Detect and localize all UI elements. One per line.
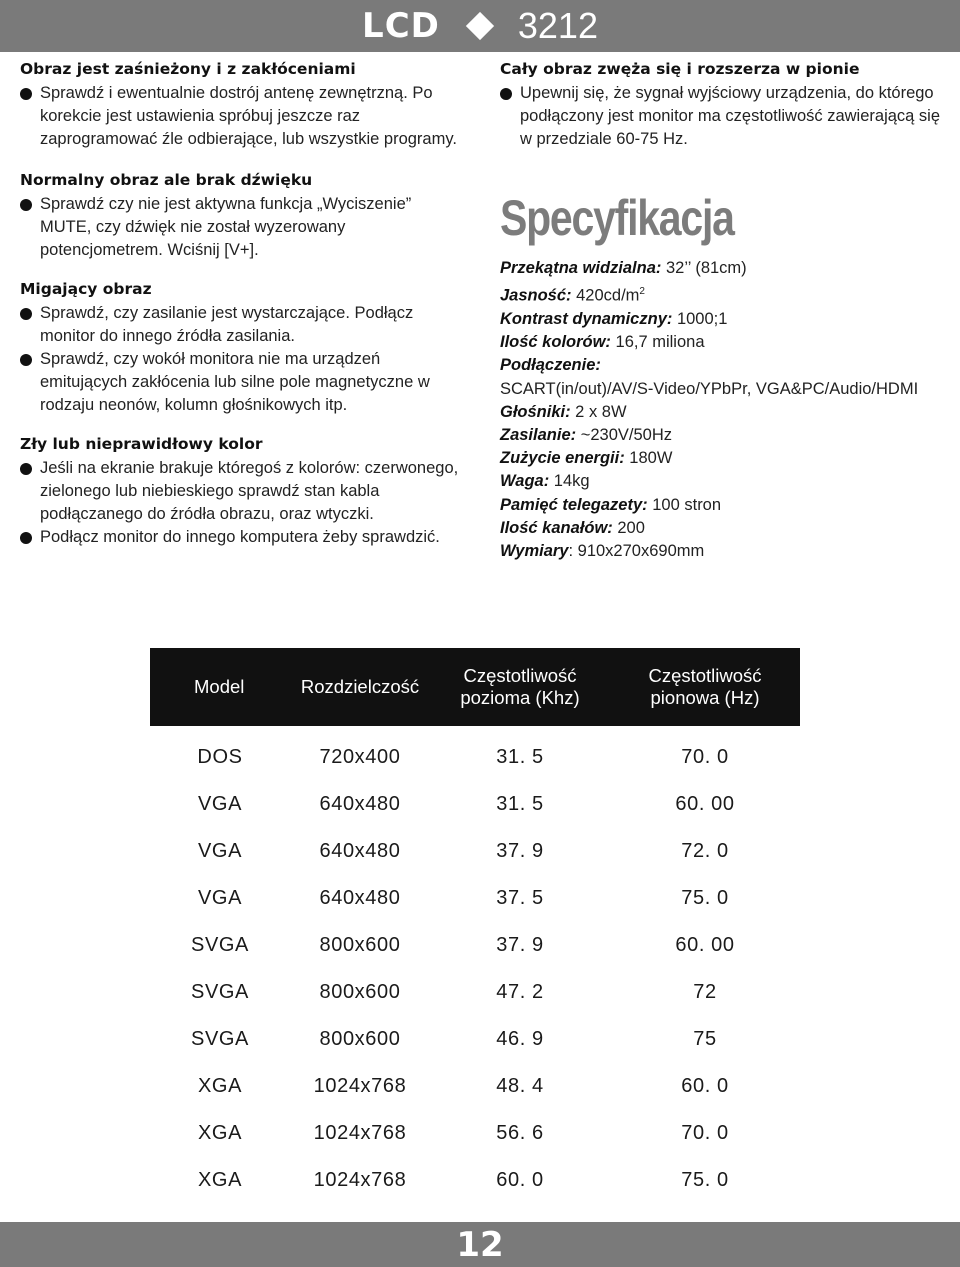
cell-model: SVGA <box>191 1028 249 1050</box>
cell-model: VGA <box>197 793 243 815</box>
section-title: Cały obraz zwęża się i rozszerza w pionie <box>500 60 860 78</box>
bullet-text: Sprawdź, czy zasilanie jest wystarczające. Podłącz monitor do innego źródła zasilania. <box>40 304 414 345</box>
header-brand: LCD <box>362 6 440 46</box>
cell-hfreq: 31. 5 <box>496 793 544 815</box>
bullet-icon <box>20 532 32 544</box>
cell-resolution: 640x480 <box>319 793 401 815</box>
cell-hfreq: 46. 9 <box>496 1028 544 1050</box>
spec-key: Zużycie energii: <box>500 449 625 468</box>
cell-model: XGA <box>197 1122 243 1144</box>
section-title: Normalny obraz ale brak dźwięku <box>20 171 313 189</box>
spec-row <box>500 424 955 447</box>
page-footer <box>0 1222 960 1267</box>
bullet-icon <box>20 88 32 100</box>
table-row <box>150 1157 800 1204</box>
bullet-item <box>20 526 465 549</box>
spec-value: 16,7 miliona <box>610 333 705 352</box>
cell-model: DOS <box>197 746 243 768</box>
cell-resolution: 1024x768 <box>313 1075 407 1097</box>
spec-value: 14kg <box>549 472 590 491</box>
cell-resolution: 1024x768 <box>313 1169 407 1191</box>
table-row <box>150 1110 800 1157</box>
bullet-text: Sprawdź i ewentualnie dostrój antenę zewnętrzną. Po korekcie jest ustawienia spróbuj jeszcze raz zaprogramować źle odbierające, lub wszystkie programy. <box>40 84 457 148</box>
cell-resolution: 720x400 <box>319 746 401 768</box>
cell-vfreq: 70. 0 <box>681 1122 729 1144</box>
spec-row <box>500 470 955 493</box>
section-title: Migający obraz <box>20 280 152 298</box>
bullet-text: Sprawdź, czy wokół monitora nie ma urządzeń emitujących zakłócenia lub silne pole magnetyczne w rodzaju neonów, kolumn głośnikowych itp. <box>40 350 430 414</box>
spec-key: Przekątna widzialna: <box>500 259 662 277</box>
cell-hfreq: 37. 5 <box>496 887 544 909</box>
section-title: Zły lub nieprawidłowy kolor <box>20 435 263 453</box>
bullet-text: Upewnij się, że sygnał wyjściowy urządzenia, do którego podłączony jest monitor ma częstotliwość zawierającą się w przedziale 60-75 Hz. <box>520 84 941 148</box>
spec-value: 100 stron <box>647 495 722 514</box>
page-header <box>0 0 960 52</box>
cell-vfreq: 75 <box>693 1028 717 1050</box>
spec-row <box>500 494 955 517</box>
spec-key: Pamięć telegazety: <box>500 495 648 514</box>
left-column <box>20 60 465 549</box>
spec-key: Wymiary <box>500 541 569 560</box>
spec-key: Ilość kanałów: <box>500 518 613 537</box>
cell-vfreq: 60. 0 <box>681 1075 729 1097</box>
bullet-icon <box>20 463 32 475</box>
spec-row <box>500 540 955 563</box>
spec-value: ~230V/50Hz <box>576 425 672 444</box>
cell-vfreq: 70. 0 <box>681 746 729 768</box>
spec-row <box>500 447 955 470</box>
cell-resolution: 1024x768 <box>313 1122 407 1144</box>
table-row <box>150 734 800 781</box>
spec-row <box>500 517 955 540</box>
spec-row <box>500 257 955 280</box>
cell-model: XGA <box>197 1075 243 1097</box>
spec-value: 200 <box>612 518 645 537</box>
cell-hfreq: 47. 2 <box>496 981 544 1003</box>
bullet-item <box>20 348 465 417</box>
bullet-icon <box>500 88 512 100</box>
spec-superscript: 2 <box>639 286 645 298</box>
table-row <box>150 781 800 828</box>
cell-model: VGA <box>197 887 243 909</box>
cell-model: VGA <box>197 840 243 862</box>
bullet-text: Jeśli na ekranie brakuje któregoś z kolorów: czerwonego, zielonego lub niebieskiego sprawdź stan kabla podłączanego do źródła obrazu, oraz wtyczki. <box>40 459 459 523</box>
cell-model: SVGA <box>191 934 249 956</box>
spec-key: Ilość kolorów: <box>500 333 611 352</box>
bullet-icon <box>20 354 32 366</box>
bullet-item <box>20 457 465 526</box>
bullet-item <box>500 82 955 151</box>
spec-row <box>500 280 955 308</box>
spec-row <box>500 308 955 331</box>
spec-value: SCART(in/out)/AV/S-Video/YPbPr, VGA&PC/Audio/HDMI <box>500 379 919 398</box>
bullet-text: Sprawdź czy nie jest aktywna funkcja „Wyciszenie” MUTE, czy dźwięk nie został wyzerowany potencjometrem. Wciśnij [V+]. <box>40 195 412 259</box>
cell-model: XGA <box>197 1169 243 1191</box>
cell-hfreq: 60. 0 <box>496 1169 544 1191</box>
cell-resolution: 640x480 <box>319 840 401 862</box>
spec-list <box>500 257 955 563</box>
spec-row <box>500 378 955 401</box>
table-row <box>150 875 800 922</box>
spec-value: 2 x 8W <box>570 402 627 421</box>
cell-resolution: 640x480 <box>319 887 401 909</box>
cell-vfreq: 75. 0 <box>681 887 729 909</box>
spec-value: 420cd/m <box>571 286 640 305</box>
cell-model: SVGA <box>191 981 249 1003</box>
spec-value: 32’’ (81cm) <box>661 259 747 277</box>
bullet-item <box>20 82 465 151</box>
page-number: 12 <box>456 1224 504 1265</box>
diamond-icon <box>466 12 494 40</box>
spec-row <box>500 331 955 354</box>
spec-key: Podłączenie: <box>500 356 601 375</box>
section-title: Obraz jest zaśnieżony i z zakłóceniami <box>20 60 356 78</box>
right-column <box>500 60 955 563</box>
resolution-table <box>150 648 800 1204</box>
spec-key: Waga: <box>500 472 550 491</box>
header-hfreq: Częstotliwość pozioma (Khz) <box>460 665 580 708</box>
bullet-item <box>20 193 465 262</box>
cell-vfreq: 75. 0 <box>681 1169 729 1191</box>
spec-value: 180W <box>624 449 673 468</box>
spec-row <box>500 401 955 424</box>
bullet-icon <box>20 308 32 320</box>
table-row <box>150 969 800 1016</box>
cell-hfreq: 56. 6 <box>496 1122 544 1144</box>
cell-hfreq: 48. 4 <box>496 1075 544 1097</box>
table-row <box>150 1063 800 1110</box>
header-resolution: Rozdzielczość <box>300 676 420 697</box>
table-body <box>150 734 800 1204</box>
spec-value: 1000;1 <box>672 309 728 328</box>
cell-hfreq: 31. 5 <box>496 746 544 768</box>
table-header <box>150 648 800 726</box>
spec-value: : 910x270x690mm <box>568 541 705 560</box>
header-model: 3212 <box>517 5 598 46</box>
cell-hfreq: 37. 9 <box>496 840 544 862</box>
table-row <box>150 1016 800 1063</box>
header-vfreq: Częstotliwość pionowa (Hz) <box>648 665 762 708</box>
cell-resolution: 800x600 <box>319 981 401 1003</box>
spec-key: Zasilanie: <box>500 425 577 444</box>
spec-title: Specyfikacja <box>500 190 734 246</box>
cell-vfreq: 60. 00 <box>675 934 735 956</box>
spec-key: Głośniki: <box>500 402 571 421</box>
spec-key: Kontrast dynamiczny: <box>500 309 673 328</box>
table-row <box>150 922 800 969</box>
spec-key: Jasność: <box>500 286 572 305</box>
table-row <box>150 828 800 875</box>
cell-vfreq: 60. 00 <box>675 793 735 815</box>
header-model: Model <box>194 676 245 697</box>
spec-row <box>500 354 955 377</box>
bullet-text: Podłącz monitor do innego komputera żeby sprawdzić. <box>40 528 440 546</box>
cell-hfreq: 37. 9 <box>496 934 544 956</box>
bullet-icon <box>20 199 32 211</box>
bullet-item <box>20 302 465 348</box>
cell-resolution: 800x600 <box>319 1028 401 1050</box>
cell-resolution: 800x600 <box>319 934 401 956</box>
cell-vfreq: 72 <box>693 981 717 1003</box>
cell-vfreq: 72. 0 <box>681 840 729 862</box>
